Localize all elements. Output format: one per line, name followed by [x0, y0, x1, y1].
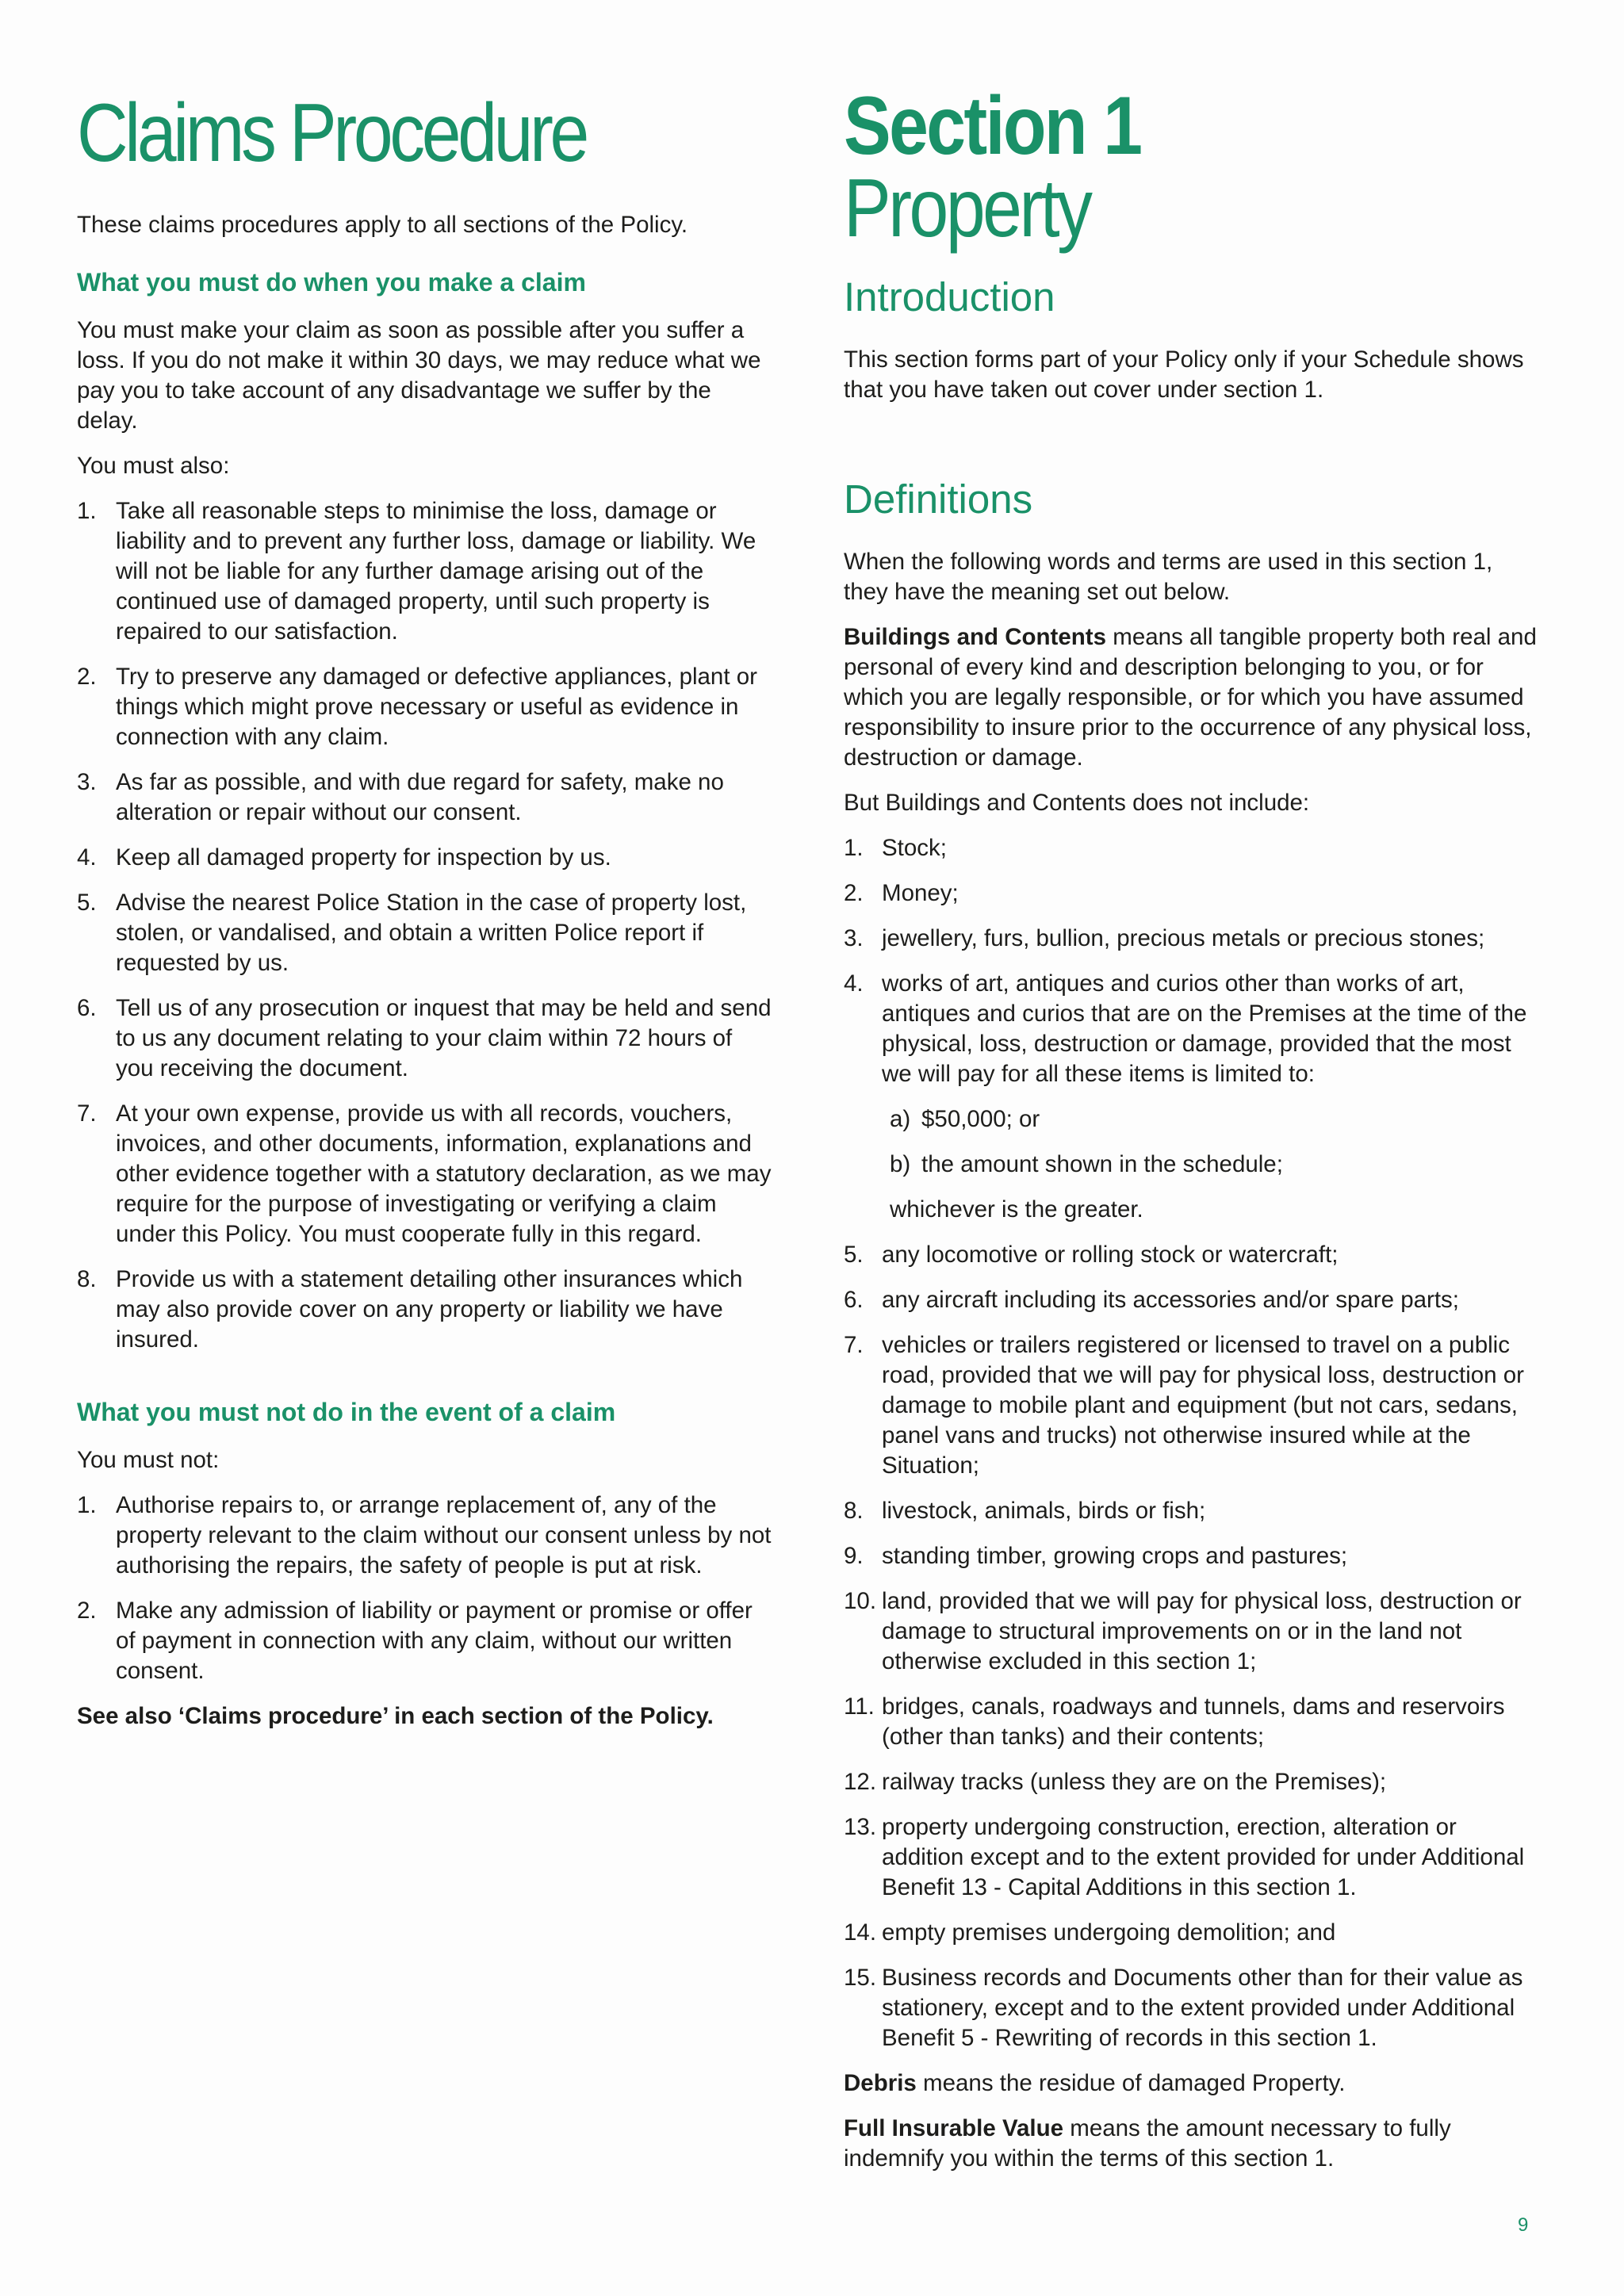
exclusions-lead: But Buildings and Contents does not include:: [844, 790, 1310, 816]
limit-tail: whichever is the greater.: [890, 1196, 1143, 1223]
exclusions-list: [844, 833, 1542, 2053]
list-item: 1. Stock;: [844, 835, 947, 861]
list-item: 7. vehicles or trailers registered or licensed to travel on a public road, provided that we will pay for physical loss, destruction or damage to mobile plant and equipment (but not cars, sedans, panel vans and trucks) not otherwise insured while at the Situation;: [844, 1332, 1524, 1479]
list-item: 15. Business records and Documents other than for their value as stationery, except and to the extent provided under Additional Benefit 5 - Rewriting of records in this section 1.: [844, 1965, 1523, 2051]
list-item: 12. railway tracks (unless they are on the Premises);: [844, 1769, 1387, 1795]
must-do-heading: What you must do when you make a claim: [77, 268, 586, 297]
limit-options-list: [882, 1104, 1542, 1180]
list-item: 6. any aircraft including its accessories and/or spare parts;: [844, 1287, 1460, 1313]
list-item: 5. any locomotive or rolling stock or watercraft;: [844, 1242, 1339, 1268]
page-number: 9: [1518, 2214, 1529, 2236]
list-item: 4. works of art, antiques and curios other than works of art, antiques and curios that are on the Premises at the time of the physical, loss, destruction or damage, provided that the most we will pay for all these items is limited to: a) $50,000; or b) the amount shown in the schedule; whichever is the greater.: [844, 969, 1542, 1225]
definitions-lead: When the following words and terms are used in this section 1, they have the meaning set out below.: [844, 549, 1493, 605]
must-not-list: [77, 1490, 775, 1686]
definitions-block: [844, 476, 1542, 2189]
definition-debris: Debris means the residue of damaged Property.: [844, 2070, 1346, 2096]
must-do-list: [77, 496, 775, 1355]
list-item: 2. Try to preserve any damaged or defective appliances, plant or things which might prove necessary or useful as evidence in connection with any claim.: [77, 664, 757, 750]
list-item: 4. Keep all damaged property for inspection by us.: [77, 844, 611, 871]
list-item: 3. jewellery, furs, bullion, precious metals or precious stones;: [844, 925, 1485, 951]
definitions-heading: Definitions: [844, 476, 1033, 522]
list-item: 7. At your own expense, provide us with all records, vouchers, invoices, and other documents, information, explanations and other evidence together with a statutory declaration, as we may require for the purpose of investigating or verifying a claim under this Policy. You must cooperate fully in this regard.: [77, 1100, 772, 1247]
must-do-lead: You must also:: [77, 453, 230, 479]
list-item: 3. As far as possible, and with due regard for safety, make no alteration or repair without our consent.: [77, 769, 724, 825]
definition-full-insurable-value: Full Insurable Value means the amount necessary to fully indemnify you within the terms of this section 1.: [844, 2115, 1451, 2172]
page-title: Claims Procedure: [77, 87, 587, 179]
list-item: 5. Advise the nearest Police Station in the case of property lost, stolen, or vandalised, and obtain a written Police report if requested by us.: [77, 890, 747, 976]
list-item: 11. bridges, canals, roadways and tunnels, dams and reservoirs (other than tanks) and their contents;: [844, 1693, 1505, 1750]
list-item: 8. livestock, animals, birds or fish;: [844, 1498, 1206, 1524]
must-not-lead: You must not:: [77, 1447, 220, 1473]
list-item: 2. Money;: [844, 880, 959, 906]
must-not-heading: What you must not do in the event of a claim: [77, 1398, 616, 1426]
list-item: 13. property undergoing construction, erection, alteration or addition except and to the extent provided for under Additional Benefit 13 - Capital Additions in this section 1.: [844, 1814, 1525, 1900]
list-item: 6. Tell us of any prosecution or inquest that may be held and send to us any document relating to your claim within 72 hours of you receiving the document.: [77, 995, 772, 1081]
list-item: 14. empty premises undergoing demolition; and: [844, 1919, 1336, 1946]
must-do-paragraph: You must make your claim as soon as possible after you suffer a loss. If you do not make it within 30 days, we may reduce what we pay you to take account of any disadvantage we suffer by the delay.: [77, 317, 761, 434]
list-item: a) $50,000; or: [890, 1106, 1040, 1132]
claims-intro: These claims procedures apply to all sections of the Policy.: [77, 212, 688, 238]
introduction-block: [844, 274, 1542, 420]
list-item: 2. Make any admission of liability or payment or promise or offer of payment in connection with any claim, without our written consent.: [77, 1598, 753, 1684]
claims-procedure-body: [77, 210, 775, 1747]
introduction-text: This section forms part of your Policy only if your Schedule shows that you have taken out cover under section 1.: [844, 346, 1524, 403]
section-subtitle: Property: [844, 163, 1090, 254]
see-also-note: See also ‘Claims procedure’ in each section of the Policy.: [77, 1703, 714, 1729]
list-item: 8. Provide us with a statement detailing other insurances which may also provide cover on any property or liability we have insured.: [77, 1266, 743, 1353]
section-title: Section 1: [844, 80, 1141, 172]
list-item: 10. land, provided that we will pay for physical loss, destruction or damage to structural improvements on or in the land not otherwise excluded in this section 1;: [844, 1588, 1522, 1674]
list-item: 1. Authorise repairs to, or arrange replacement of, any of the property relevant to the claim without our consent unless by not authorising the repairs, the safety of people is put at risk.: [77, 1492, 772, 1578]
introduction-heading: Introduction: [844, 274, 1055, 320]
list-item: 9. standing timber, growing crops and pastures;: [844, 1543, 1348, 1569]
list-item: 1. Take all reasonable steps to minimise the loss, damage or liability and to prevent any further loss, damage or liability. We will not be liable for any further damage arising out of the continued use of damaged property, until such property is repaired to our satisfaction.: [77, 498, 756, 645]
list-item: b) the amount shown in the schedule;: [890, 1151, 1283, 1177]
definition-buildings-contents: Buildings and Contents means all tangible property both real and personal of every kind and description belonging to you, or for which you are legally responsible, or for which you have assumed responsibility to insure prior to the occurrence of any physical loss, destruction or damage.: [844, 624, 1537, 771]
